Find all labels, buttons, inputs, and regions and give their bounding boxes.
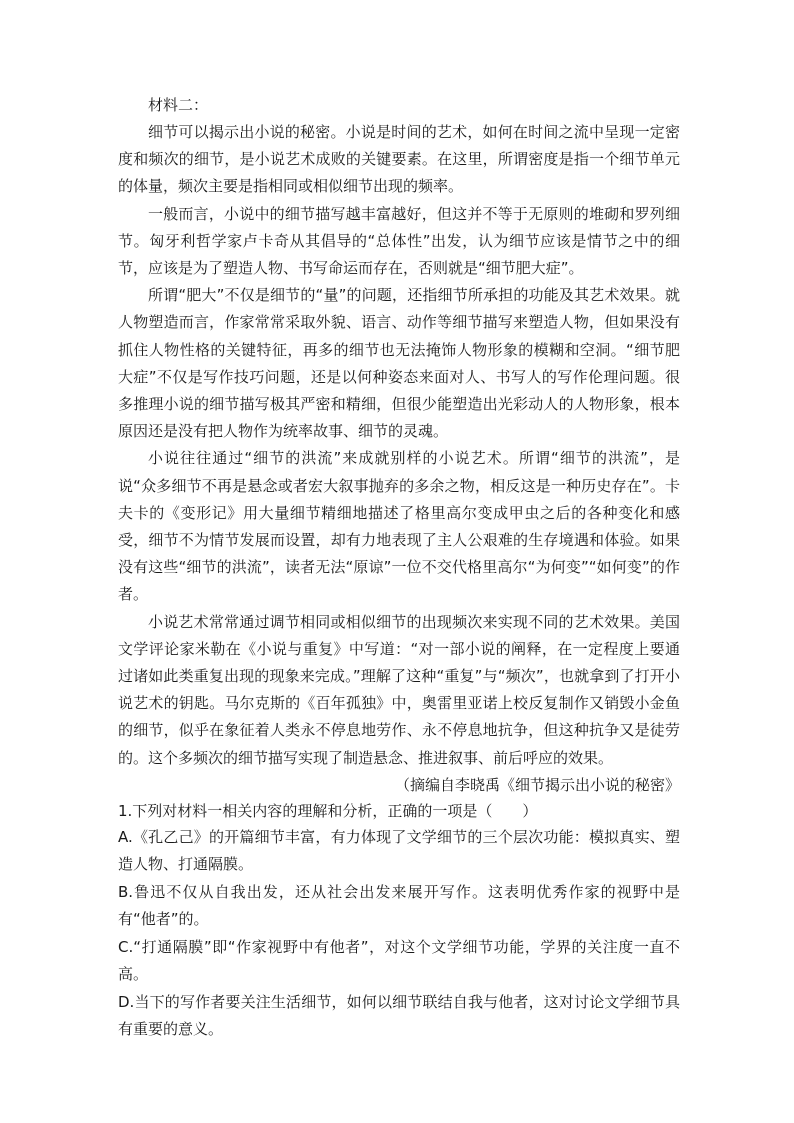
option-a: A.《孔乙己》的开篇细节丰富，有力体现了文学细节的三个层次功能：模拟真实、塑造人物、打通隔膜。 — [118, 827, 680, 874]
option-c: C.“打通隔膜”即“作家视野中有他者”，对这个文学细节功能，学界的关注度一直不高。 — [118, 937, 680, 984]
document-page — [118, 92, 680, 1044]
option-d: D.当下的写作者要关注生活细节，如何以细节联结自我与他者，这对讨论文学细节具有重要的意义。 — [118, 992, 680, 1039]
material-paragraph: 一般而言，小说中的细节描写越丰富越好，但这并不等于无原则的堆砌和罗列细节。匈牙利哲学家卢卡奇从其倡导的“总体性”出发，认为细节应该是情节之中的细节，应该是为了塑造人物、书写命运而存在，否则就是“细节肥大症”。 — [118, 204, 680, 278]
material-heading: 材料二： — [148, 96, 209, 114]
question-stem: 1.下列对材料一相关内容的理解和分析，正确的一项是（ ） — [118, 801, 538, 820]
material-paragraph: 小说往往通过“细节的洪流”来成就别样的小说艺术。所谓“细节的洪流”，是说“众多细节不再是悬念或者宏大叙事抛弃的多余之物，相反这是一种历史存在”。卡夫卡的《变形记》用大量细节精细地描述了格里高尔变成甲虫之后的各种变化和感受，细节不为情节发展而设置，却有力地表现了主人公艰难的生存境遇和体验。如果没有这些“细节的洪流”，读者无法“原谅”一位不交代格里高尔“为何变”“如何变”的作者。 — [118, 449, 680, 604]
option-b: B.鲁迅不仅从自我出发，还从社会出发来展开写作。这表明优秀作家的视野中是有“他者”的。 — [118, 882, 680, 929]
material-paragraph: 所谓“肥大”不仅是细节的“量”的问题，还指细节所承担的功能及其艺术效果。就人物塑造而言，作家常常采取外貌、语言、动作等细节描写来塑造人物，但如果没有抓住人物性格的关键特征，再多的细节也无法掩饰人物形象的模糊和空洞。“细节肥大症”不仅是写作技巧问题，还是以何种姿态来面对人、书写人的写作伦理问题。很多推理小说的细节描写极其严密和精细，但很少能塑造出光彩动人的人物形象，根本原因还是没有把人物作为统率故事、细节的灵魂。 — [118, 286, 680, 441]
material-paragraph: 小说艺术常常通过调节相同或相似细节的出现频次来实现不同的艺术效果。美国文学评论家米勒在《小说与重复》中写道：“对一部小说的阐释，在一定程度上要通过诸如此类重复出现的现象来完成。”理解了这种“重复”与“频次”，也就拿到了打开小说艺术的钥匙。马尔克斯的《百年孤独》中，奥雷里亚诺上校反复制作又销毁小金鱼的细节，似乎在象征着人类永不停息地劳作、永不停息地抗争，但这种抗争又是徒劳的。这个多频次的细节描写实现了制造悬念、推进叙事、前后呼应的效果。 — [118, 612, 680, 767]
source-citation: （摘编自李晓禹《细节揭示出小说的秘密》 — [394, 775, 680, 794]
material-paragraph: 细节可以揭示出小说的秘密。小说是时间的艺术，如何在时间之流中呈现一定密度和频次的细节，是小说艺术成败的关键要素。在这里，所谓密度是指一个细节单元的体量，频次主要是指相同或相似细节出现的频率。 — [118, 123, 680, 196]
